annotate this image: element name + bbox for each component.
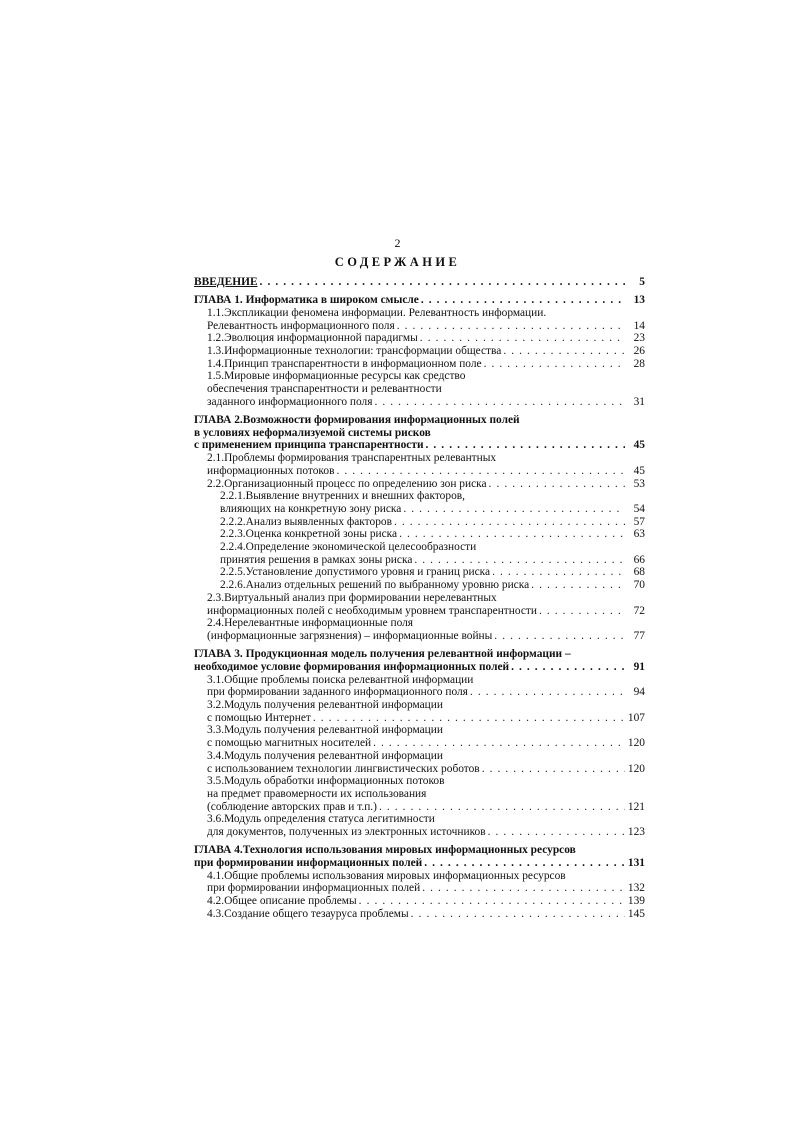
toc-section-entry — [194, 674, 645, 699]
toc-section-entry — [194, 750, 645, 775]
toc-entry-title: при формировании информационных полей — [207, 882, 421, 895]
toc-section-entry — [194, 541, 645, 566]
toc-page-number: 68 — [633, 566, 645, 579]
dot-leader — [420, 332, 625, 345]
toc-page-number: 45 — [633, 439, 645, 452]
toc-page-number: 132 — [627, 882, 645, 895]
toc-entry-last-line — [207, 345, 645, 358]
toc-entry-last-line — [220, 579, 645, 592]
toc-section-entry — [194, 895, 645, 908]
dot-leader — [539, 605, 625, 618]
dot-leader — [379, 801, 625, 814]
toc-section-entry — [194, 528, 645, 541]
toc-entry-last-line — [207, 826, 645, 839]
toc-page-number: 107 — [627, 711, 645, 724]
dot-leader — [374, 396, 625, 409]
toc-section-entry — [194, 566, 645, 579]
toc-section-entry — [194, 452, 645, 477]
toc-page-number: 120 — [627, 762, 645, 775]
dot-leader — [488, 826, 625, 839]
toc-entry-last-line — [207, 465, 645, 478]
toc-entry-last-line — [194, 857, 645, 870]
toc-section-entry — [194, 724, 645, 749]
dot-leader — [422, 882, 625, 895]
toc-page-number: 123 — [627, 826, 645, 839]
dot-leader — [313, 712, 625, 725]
toc-entry-line: 2.1.Проблемы формирования транспарентных релевантных — [207, 452, 497, 465]
toc-page-number: 91 — [633, 660, 645, 673]
dot-leader — [503, 345, 625, 358]
toc-page-number: 23 — [633, 332, 645, 345]
toc-section-entry — [194, 516, 645, 529]
toc-entry-title: влияющих на конкретную зону риска — [220, 502, 402, 515]
toc-page-number: 63 — [633, 528, 645, 541]
toc-entry-title: Релевантность информационного поля — [207, 319, 395, 332]
toc-page-number: 131 — [627, 856, 645, 869]
toc-section-entry — [194, 358, 645, 371]
toc-page-number: 72 — [633, 604, 645, 617]
toc-entry-last-line — [194, 276, 645, 289]
dot-leader — [494, 630, 625, 643]
toc-entry-line: 1.1.Экспликации феномена информации. Релевантность информации. — [207, 306, 547, 319]
toc-entry-line: 3.4.Модуль получения релевантной информации — [207, 749, 443, 762]
toc-entry-line: 3.3.Модуль получения релевантной информации — [207, 724, 443, 737]
dot-leader — [411, 908, 625, 921]
toc-entry-last-line — [207, 895, 645, 908]
dot-leader — [424, 857, 625, 870]
toc-section-entry — [194, 370, 645, 408]
toc-page-number: 70 — [633, 579, 645, 592]
dot-leader — [414, 554, 625, 567]
dot-leader — [531, 579, 625, 592]
dot-leader — [359, 895, 625, 908]
toc-chapter-entry — [194, 844, 645, 869]
toc-entry-last-line — [220, 516, 645, 529]
toc-page-number: 94 — [633, 686, 645, 699]
dot-leader — [511, 661, 625, 674]
toc-entry-title: (информационные загрязнения) – информационные войны — [207, 629, 493, 642]
toc-page-number: 120 — [627, 737, 645, 750]
dot-leader — [470, 686, 625, 699]
toc-entry-title: заданного информационного поля — [207, 395, 373, 408]
toc-entry-title: с помощью Интернет — [207, 711, 311, 724]
toc-page-number: 14 — [633, 319, 645, 332]
toc-chapter-entry — [194, 276, 645, 289]
toc-entry-line: в условиях неформализуемой системы рисков — [194, 426, 431, 439]
toc-entry-last-line — [207, 396, 645, 409]
dot-leader — [394, 516, 625, 529]
toc-page-number: 57 — [633, 515, 645, 528]
dot-leader — [489, 478, 625, 491]
toc-section-entry — [194, 617, 645, 642]
toc-entry-last-line — [194, 661, 645, 674]
toc-section-entry — [194, 332, 645, 345]
toc-entry-title: 1.4.Принцип транспарентности в информационном поле — [207, 357, 482, 370]
toc-entry-last-line — [207, 320, 645, 333]
toc-section-entry — [194, 307, 645, 332]
toc-entry-title: с применением принципа транспарентности — [194, 439, 424, 452]
toc-entry-line: 2.2.1.Выявление внутренних и внешних факторов, — [220, 490, 465, 503]
toc-section-entry — [194, 699, 645, 724]
toc-entry-title: ГЛАВА 1. Информатика в широком смысле — [194, 294, 419, 307]
toc-page-number: 26 — [633, 345, 645, 358]
toc-page-number: 54 — [633, 502, 645, 515]
toc-entry-last-line — [207, 763, 645, 776]
toc-entry-line: ГЛАВА 4.Технология использования мировых информационных ресурсов — [194, 844, 576, 857]
toc-page-number: 13 — [633, 294, 645, 307]
toc-entry-title: 2.2.3.Оценка конкретной зоны риска — [220, 528, 398, 541]
toc-entry-title: 2.2.5.Установление допустимого уровня и границ риска — [220, 566, 491, 579]
toc-entry-line: 1.5.Мировые информационные ресурсы как средство — [207, 370, 466, 383]
toc-page-number: 121 — [627, 800, 645, 813]
toc-entry-last-line — [194, 439, 645, 452]
toc-entry-line: 3.5.Модуль обработки информационных потоков — [207, 775, 445, 788]
page-number: 2 — [394, 236, 401, 250]
toc-entry-line: 4.1.Общие проблемы использования мировых информационных ресурсов — [207, 869, 566, 882]
dot-leader — [260, 276, 625, 289]
toc-entry-line: ГЛАВА 3. Продукционная модель получения релевантной информации – — [194, 648, 571, 661]
toc-entry-title: ВВЕДЕНИЕ — [194, 276, 258, 288]
toc-entry-title: 2.2.Организационный процесс по определению зон риска — [207, 477, 487, 490]
toc-entry-line: 3.1.Общие проблемы поиска релевантной информации — [207, 673, 474, 686]
dot-leader — [484, 358, 625, 371]
toc-entry-last-line — [220, 554, 645, 567]
toc-entry-line: 2.4.Нерелевантные информационные поля — [207, 617, 414, 630]
toc-entry-last-line — [207, 712, 645, 725]
toc-entry-last-line — [207, 908, 645, 921]
toc-section-entry — [194, 908, 645, 921]
toc-page-number: 145 — [627, 907, 645, 920]
toc-entry-line: ГЛАВА 2.Возможности формирования информационных полей — [194, 414, 520, 427]
toc-entry-title: 4.2.Общее описание проблемы — [207, 895, 357, 908]
toc-entry-title: при формировании заданного информационного поля — [207, 686, 468, 699]
toc-page-number: 139 — [627, 895, 645, 908]
toc-entry-title: с использованием технологии лингвистических роботов — [207, 762, 480, 775]
toc-section-entry — [194, 579, 645, 592]
dot-leader — [421, 294, 625, 307]
toc-section-entry — [194, 490, 645, 515]
toc-entry-last-line — [194, 294, 645, 307]
toc-entry-last-line — [207, 358, 645, 371]
dot-leader — [403, 503, 625, 516]
toc-page-number: 28 — [633, 357, 645, 370]
toc-entry-title: (соблюдение авторских прав и т.п.) — [207, 800, 377, 813]
toc-chapter-entry — [194, 294, 645, 307]
dot-leader — [482, 763, 625, 776]
dot-leader — [336, 465, 625, 478]
contents-heading: СОДЕРЖАНИЕ — [334, 255, 461, 269]
toc-entry-last-line — [220, 503, 645, 516]
toc-section-entry — [194, 775, 645, 813]
toc-entry-last-line — [207, 686, 645, 699]
toc-entry-title: 2.2.6.Анализ отдельных решений по выбранному уровню риска — [220, 579, 530, 592]
toc-page-number: 77 — [633, 629, 645, 642]
toc-page-number: 66 — [633, 553, 645, 566]
toc-entry-last-line — [207, 605, 645, 618]
toc-entry-line: 2.3.Виртуальный анализ при формировании нерелевантных — [207, 591, 497, 604]
toc-section-entry — [194, 870, 645, 895]
toc-entry-last-line — [207, 737, 645, 750]
toc-entry-title: при формировании информационных полей — [194, 856, 423, 869]
toc-entry-title: 2.2.2.Анализ выявленных факторов — [220, 515, 392, 528]
toc-entry-title: информационных потоков — [207, 464, 335, 477]
toc-entry-title: 1.3.Информационные технологии: трансформации общества — [207, 345, 502, 358]
toc-entry-title: информационных полей с необходимым уровнем транспарентности — [207, 604, 537, 617]
toc-entry-last-line — [220, 528, 645, 541]
toc-entry-title: 4.3.Создание общего тезауруса проблемы — [207, 907, 409, 920]
toc-section-entry — [194, 592, 645, 617]
toc-page-number: 31 — [633, 395, 645, 408]
toc-entry-line: обеспечения транспарентности и релевантности — [207, 383, 442, 396]
toc-entry-last-line — [220, 566, 645, 579]
toc-section-entry — [194, 478, 645, 491]
toc-entry-line: на предмет правомерности их использования — [207, 787, 427, 800]
toc-page-number: 53 — [633, 477, 645, 490]
toc-entry-line: 2.2.4.Определение экономической целесообразности — [220, 541, 477, 554]
toc-entry-last-line — [207, 630, 645, 643]
dot-leader — [397, 320, 625, 333]
toc-entry-line: 3.2.Модуль получения релевантной информации — [207, 699, 443, 711]
table-of-contents — [194, 276, 645, 920]
toc-chapter-entry — [194, 414, 645, 452]
toc-entry-last-line — [207, 332, 645, 345]
toc-page-number: 45 — [633, 464, 645, 477]
toc-entry-title: принятия решения в рамках зоны риска — [220, 553, 413, 566]
dot-leader — [492, 566, 625, 579]
toc-chapter-entry — [194, 648, 645, 673]
toc-section-entry — [194, 345, 645, 358]
toc-entry-last-line — [207, 478, 645, 491]
toc-entry-line: 3.6.Модуль определения статуса легитимности — [207, 813, 435, 826]
toc-entry-title: необходимое условие формирования информационных полей — [194, 660, 510, 673]
toc-page-number: 5 — [639, 276, 645, 288]
toc-entry-last-line — [207, 801, 645, 814]
dot-leader — [399, 528, 625, 541]
toc-entry-last-line — [207, 882, 645, 895]
toc-entry-title: для документов, полученных из электронных источников — [207, 826, 486, 839]
dot-leader — [426, 439, 625, 452]
toc-entry-title: 1.2.Эволюция информационной парадигмы — [207, 332, 418, 345]
toc-section-entry — [194, 813, 645, 838]
dot-leader — [373, 737, 625, 750]
toc-entry-title: с помощью магнитных носителей — [207, 737, 372, 750]
